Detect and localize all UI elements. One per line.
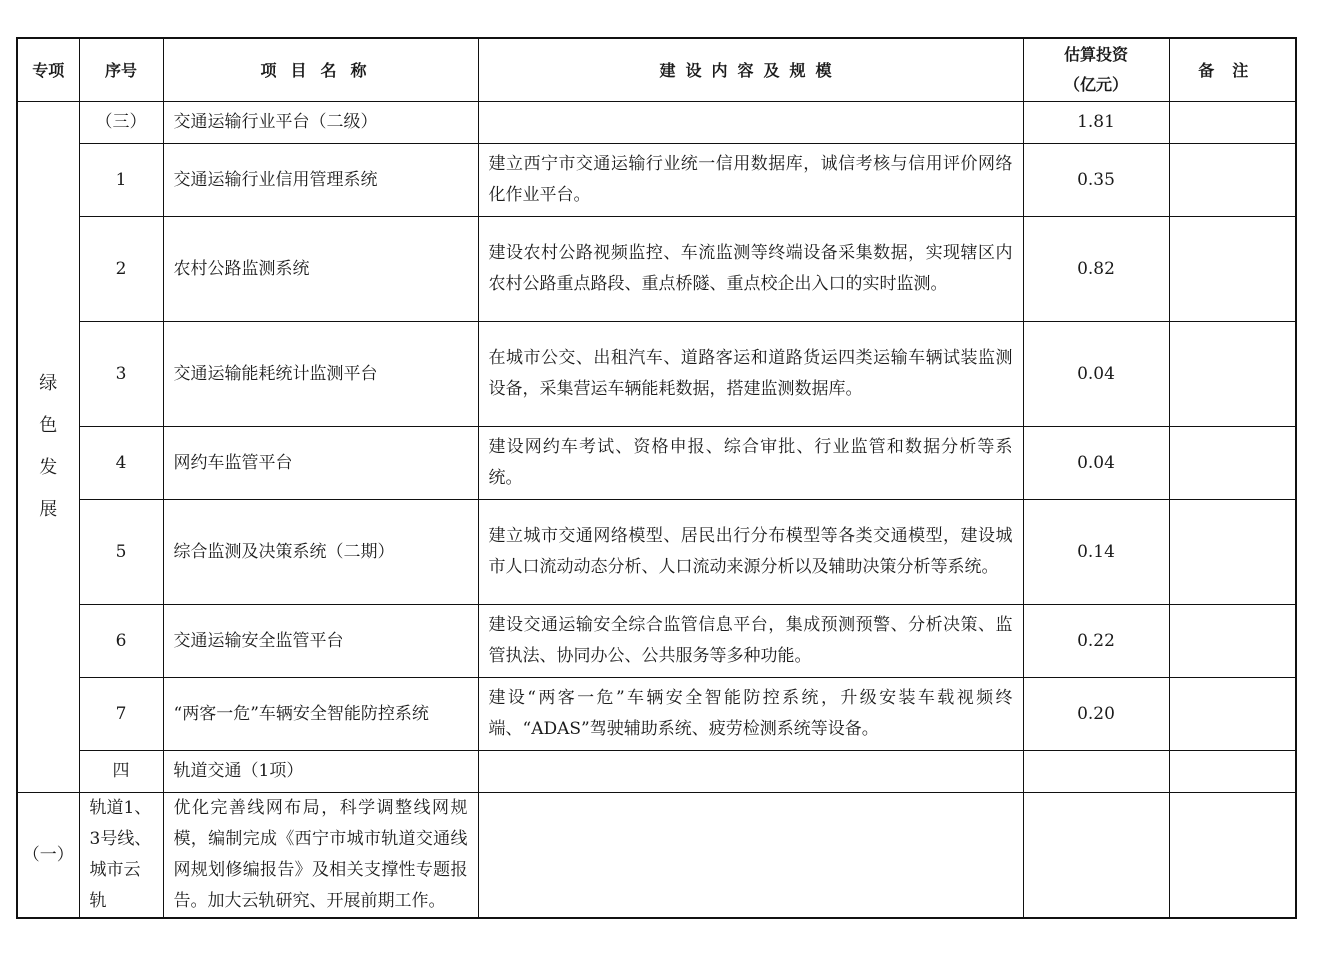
note-cell	[1169, 678, 1296, 751]
category-char: 发	[39, 457, 58, 478]
table-row	[17, 751, 1296, 793]
header-name: 项目名称	[163, 38, 478, 102]
content-cell: 建设农村公路视频监控、车流监测等终端设备采集数据，实现辖区内农村公路重点路段、重点桥隧、重点校企出入口的实时监测。	[478, 217, 1023, 322]
seq-cell: （三）	[79, 102, 163, 144]
invest-cell: 0.22	[1023, 605, 1169, 678]
note-cell	[1169, 144, 1296, 217]
name-cell: 交通运输能耗统计监测平台	[163, 322, 478, 427]
header-invest-line1: 估算投资	[1063, 45, 1128, 64]
table-row	[17, 144, 1296, 217]
note-cell	[1169, 605, 1296, 678]
seq-cell: 2	[79, 217, 163, 322]
name-cell: 交通运输安全监管平台	[163, 605, 478, 678]
header-invest-line2: （亿元）	[1063, 75, 1128, 94]
table-row	[17, 500, 1296, 605]
invest-cell: 0.04	[1023, 322, 1169, 427]
content-cell: 建立西宁市交通运输行业统一信用数据库，诚信考核与信用评价网络化作业平台。	[478, 144, 1023, 217]
seq-cell: 7	[79, 678, 163, 751]
seq-cell: 4	[79, 427, 163, 500]
content-cell: 建设“两客一危”车辆安全智能防控系统，升级安装车载视频终端、“ADAS”驾驶辅助系统、疲劳检测系统等设备。	[478, 678, 1023, 751]
table-row	[17, 605, 1296, 678]
content-cell: 建设网约车考试、资格申报、综合审批、行业监管和数据分析等系统。	[478, 427, 1023, 500]
seq-cell: （一）	[17, 793, 79, 919]
invest-cell	[478, 793, 1023, 919]
header-content: 建设内容及规模	[478, 38, 1023, 102]
category-char: 绿	[39, 373, 58, 394]
note-cell	[1169, 751, 1296, 793]
name-cell: 轨道1、3号线、城市云轨	[79, 793, 163, 919]
invest-cell: 0.04	[1023, 427, 1169, 500]
invest-cell	[1023, 751, 1169, 793]
invest-cell: 0.82	[1023, 217, 1169, 322]
name-cell: 网约车监管平台	[163, 427, 478, 500]
category-cell	[17, 102, 79, 793]
note-cell	[1169, 217, 1296, 322]
header-invest	[1023, 38, 1169, 102]
table-row	[17, 427, 1296, 500]
name-cell: “两客一危”车辆安全智能防控系统	[163, 678, 478, 751]
seq-cell: 3	[79, 322, 163, 427]
table-row	[17, 678, 1296, 751]
content-cell: 建设交通运输安全综合监管信息平台，集成预测预警、分析决策、监管执法、协同办公、公共服务等多种功能。	[478, 605, 1023, 678]
header-seq: 序号	[79, 38, 163, 102]
invest-cell: 0.14	[1023, 500, 1169, 605]
invest-cell: 0.35	[1023, 144, 1169, 217]
table-row	[17, 793, 1296, 919]
content-cell: 优化完善线网布局，科学调整线网规模，编制完成《西宁市城市轨道交通线网规划修编报告》及相关支撑性专题报告。加大云轨研究、开展前期工作。	[163, 793, 478, 919]
name-cell: 交通运输行业平台（二级）	[163, 102, 478, 144]
seq-cell: 1	[79, 144, 163, 217]
table-row	[17, 217, 1296, 322]
category-char: 色	[39, 415, 58, 436]
category-char: 展	[39, 499, 58, 520]
name-cell: 农村公路监测系统	[163, 217, 478, 322]
content-cell: 建立城市交通网络模型、居民出行分布模型等各类交通模型，建设城市人口流动动态分析、人口流动来源分析以及辅助决策分析等系统。	[478, 500, 1023, 605]
header-row	[17, 38, 1296, 102]
header-note: 备注	[1169, 38, 1296, 102]
content-cell: 在城市公交、出租汽车、道路客运和道路货运四类运输车辆试装监测设备，采集营运车辆能耗数据，搭建监测数据库。	[478, 322, 1023, 427]
content-cell	[478, 751, 1023, 793]
seq-cell: 四	[79, 751, 163, 793]
note-cell	[1169, 427, 1296, 500]
note-cell	[1023, 793, 1169, 919]
table-row	[17, 322, 1296, 427]
note-cell	[1169, 500, 1296, 605]
header-category: 专项	[17, 38, 79, 102]
note-cell	[1169, 322, 1296, 427]
seq-cell: 5	[79, 500, 163, 605]
name-cell: 轨道交通（1项）	[163, 751, 478, 793]
invest-cell: 0.20	[1023, 678, 1169, 751]
investment-table	[16, 37, 1297, 919]
seq-cell: 6	[79, 605, 163, 678]
content-cell	[478, 102, 1023, 144]
table-row	[17, 102, 1296, 144]
invest-cell: 1.81	[1023, 102, 1169, 144]
name-cell: 交通运输行业信用管理系统	[163, 144, 478, 217]
note-cell	[1169, 102, 1296, 144]
name-cell: 综合监测及决策系统（二期）	[163, 500, 478, 605]
